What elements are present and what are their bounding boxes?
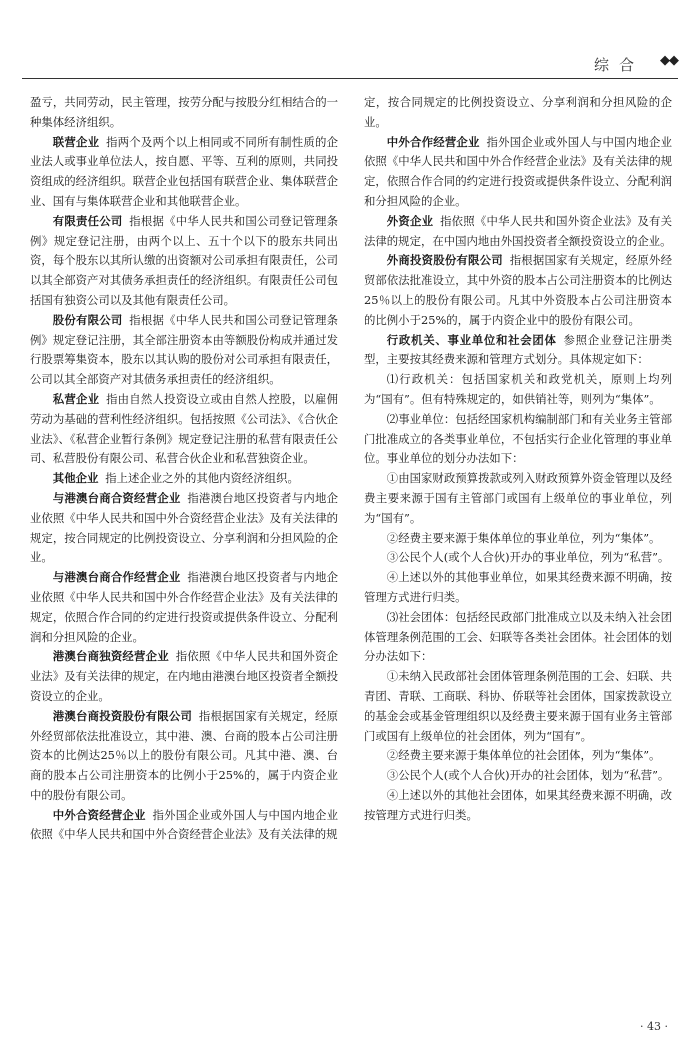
definition-paragraph — [30, 568, 338, 647]
list-item: ②经费主要来源于集体单位的社会团体，列为“集体”。 — [386, 748, 661, 763]
page-number: · 43 · — [640, 1020, 668, 1033]
definition-text: 指上述企业之外的其他内资经济组织。 — [105, 471, 299, 486]
definition-paragraph — [364, 251, 672, 330]
definition-text: 指港澳台地区投资者与内地企业依照《中华人民共和国中外合作经营企业法》及有关法律的规定，依照合作合同的约定进行投资或提供条件设立、分配利润和分担风险的企业。 — [30, 570, 338, 644]
definition-term: 中外合资经营企业 — [52, 807, 146, 822]
paragraph: 盈亏，共同劳动，民主管理，按劳分配与按股分红相结合的一种集体经济组织。 — [30, 95, 338, 129]
definition-term: 其他企业 — [52, 471, 99, 486]
diamond-ornament-icon: ◆◆ — [660, 53, 678, 68]
definition-term: 股份有限公司 — [52, 312, 123, 327]
right-column — [364, 93, 672, 825]
definition-text: 参照企业登记注册类型，主要按其经费来源和管理方式划分。具体规定如下： — [364, 332, 672, 367]
list-item: ②经费主要来源于集体单位的事业单位，列为“集体”。 — [386, 530, 661, 545]
definition-paragraph — [30, 390, 338, 469]
definition-paragraph — [30, 806, 338, 846]
left-column — [30, 93, 338, 845]
definition-paragraph — [30, 469, 338, 489]
definition-paragraph — [30, 489, 338, 568]
definition-term: 外商投资股份有限公司 — [386, 253, 503, 268]
section-title: 综合 — [593, 56, 644, 74]
list-item: ④上述以外的其他事业单位，如果其经费来源不明确，按管理方式进行归类。 — [364, 570, 672, 604]
definition-term: 联营企业 — [52, 134, 100, 149]
definition-text: 指根据国家有关规定，经原外经贸部依法批准设立，其中外资的股本占公司注册资本的比例达25％以上的股份有限公司。凡其中外资股本占公司注册资本的比例小于25%的，属于内资企业中的股份有限公司。 — [364, 253, 672, 327]
list-paragraph: ⑶社会团体：包括经民政部门批准成立以及未纳入社会团体管理条例范围的工会、妇联等各类社会团体。社会团体的划分办法如下： — [364, 609, 672, 664]
definition-term: 私营企业 — [52, 391, 100, 406]
definition-paragraph — [30, 212, 338, 311]
list-paragraph: ⑴行政机关：包括国家机关和政党机关，原则上均列为“国有”。但有特殊规定的，如供销社等，则列为“集体”。 — [364, 372, 672, 406]
definition-term: 中外合作经营企业 — [386, 134, 480, 149]
list-item: ③公民个人(或个人合伙)开办的社会团体，划为“私营”。 — [386, 768, 670, 783]
definition-paragraph — [364, 331, 672, 371]
definition-paragraph — [30, 311, 338, 390]
definition-term: 行政机关、事业单位和社会团体 — [386, 332, 557, 347]
definition-paragraph — [30, 707, 338, 806]
list-item: ①由国家财政预算拨款或列入财政预算外资金管理以及经费主要来源于国有主管部门或国有上级单位的事业单位，列为“国有”。 — [364, 471, 672, 525]
definition-text: 指两个及两个以上相同或不同所有制性质的企业法人或事业单位法人，按自愿、平等、互利的原则，共同投资组成的经济组织。联营企业包括国有联营企业、集体联营企业、国有与集体联营企业和其他联营企业。 — [30, 134, 338, 208]
definition-text: 指港澳台地区投资者与内地企业依照《中华人民共和国中外合资经营企业法》及有关法律的规定，按合同规定的比例投资设立、分享利润和分担风险的企业。 — [30, 490, 338, 565]
definition-term: 与港澳台商合资经营企业 — [52, 490, 181, 505]
definition-text: 指依照《中华人民共和国外资企业法》及有关法律的规定，在内地由港澳台地区投资者全额投资设立的企业。 — [30, 649, 338, 703]
definition-text: 指由自然人投资设立或由自然人控股，以雇佣劳动为基础的营利性经济组织。包括按照《公司法》、《合伙企业法》、《私营企业暂行条例》规定登记注册的私营有限责任公司、私营股份有限公司、私营合伙企业和私营独资企业。 — [30, 391, 338, 466]
definition-paragraph — [30, 133, 338, 212]
definition-term: 港澳台商独资经营企业 — [52, 649, 169, 664]
definition-paragraph — [364, 212, 672, 252]
definition-text: 指外国企业或外国人与中国内地企业依照《中华人民共和国中外合资经营企业法》及有关法律的规 — [30, 807, 338, 842]
definition-text: 指根据国家有关规定，经原外经贸部依法批准设立，其中港、澳、台商的股本占公司注册资本的比例达25％以上的股份有限公司。凡其中港、澳、台商的股本占公司注册资本的比例小于25%的，属于内资企业中的股份有限公司。 — [30, 708, 338, 802]
definition-term: 与港澳台商合作经营企业 — [52, 570, 181, 585]
list-item: ①未纳入民政部社会团体管理条例范围的工会、妇联、共青团、青联、工商联、科协、侨联等社会团体，国家拨款设立的基金会或基金管理组织以及经费主要来源于国有业务主管部门或国有上级单位的社会团体，列为“国有”。 — [364, 669, 672, 743]
definition-text: 指根据《中华人民共和国公司登记管理条例》规定登记注册，由两个以上、五十个以下的股东共同出资，每个股东以其所认缴的出资额对公司承担有限责任，公司以其全部资产对其债务承担责任的经济组织。有限责任公司包括国有独资公司以及其他有限责任公司。 — [30, 213, 338, 307]
page-header — [22, 48, 678, 79]
definition-term: 港澳台商投资股份有限公司 — [52, 708, 193, 723]
definition-paragraph — [364, 133, 672, 212]
definition-paragraph — [30, 647, 338, 706]
definition-term: 外资企业 — [386, 213, 434, 228]
definition-text: 指依照《中华人民共和国外资企业法》及有关法律的规定，在中国内地由外国投资者全额投资设立的企业。 — [364, 213, 672, 248]
list-item: ③公民个人(或个人合伙)开办的事业单位，列为“私营”。 — [386, 550, 670, 565]
definition-text: 指根据《中华人民共和国公司登记管理条例》规定登记注册，其全部注册资本由等额股份构成并通过发行股票筹集资本，股东以其认购的股份对公司承担有限责任，公司以其全部资产对其债务承担责任的经济组织。 — [30, 312, 338, 387]
definition-text: 指外国企业或外国人与中国内地企业依照《中华人民共和国中外合作经营企业法》及有关法律的规定，依照合作合同的约定进行投资或提供条件设立、分配利润和分担风险的企业。 — [364, 134, 672, 208]
list-item: ④上述以外的其他社会团体，如果其经费来源不明确，改按管理方式进行归类。 — [364, 787, 672, 822]
definition-term: 有限责任公司 — [52, 213, 123, 228]
list-paragraph: ⑵事业单位：包括经国家机构编制部门和有关业务主管部门批准成立的各类事业单位，不包括实行企业化管理的事业单位。事业单位的划分办法如下： — [364, 411, 672, 466]
paragraph: 定，按合同规定的比例投资设立、分享利润和分担风险的企业。 — [364, 95, 672, 129]
